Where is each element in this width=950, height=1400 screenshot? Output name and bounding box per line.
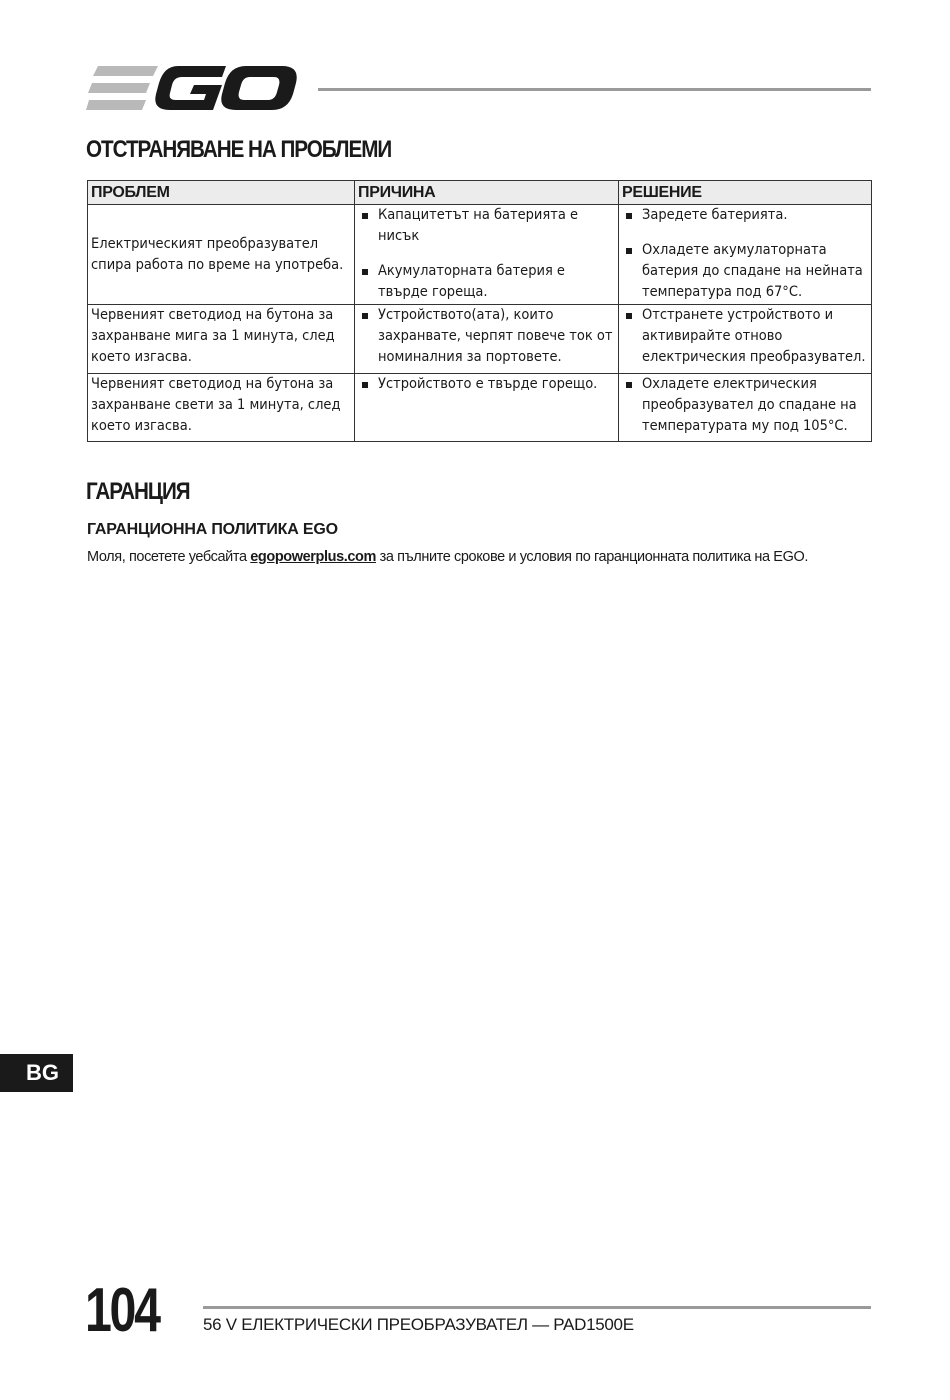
solution-cell [619,205,872,305]
table-header-row [88,181,872,205]
logo-e-top [93,66,158,76]
warranty-subtitle: ГАРАНЦИОННА ПОЛИТИКА EGO [87,521,338,538]
logo-e-mid [88,83,150,93]
cause-cell [355,305,619,374]
troubleshooting-table [87,180,872,442]
header-cause: ПРИЧИНА [355,181,619,205]
solution-item: Заредете батерията. [622,205,868,226]
table-row [88,205,872,305]
warranty-text [87,549,887,565]
warranty-link[interactable]: egopowerplus.com [250,549,376,565]
header-solution: РЕШЕНИЕ [619,181,872,205]
problem-cell: Червеният светодиод на бутона за захранване свети за 1 минута, след което изгасва. [88,374,355,442]
troubleshooting-title: ОТСТРАНЯВАНЕ НА ПРОБЛЕМИ [86,136,392,163]
cause-item: Устройството(ата), които захранвате, черпят повече ток от номиналния за портовете. [358,305,615,368]
solution-cell [619,374,872,442]
solution-cell [619,305,872,374]
warranty-text-before: Моля, посетете уебсайта [87,549,251,565]
footer-text: 56 V ЕЛЕКТРИЧЕСКИ ПРЕОБРАЗУВАТЕЛ — PAD1500E [203,1315,634,1334]
problem-cell: Електрическият преобразувател спира работа по време на употреба. [88,205,355,305]
cause-item: Капацитетът на батерията е нисък [358,205,615,247]
solution-item: Охладете акумулаторната батерия до спадане на нейната температура под 67°C. [622,240,868,303]
warranty-text-after: за пълните срокове и условия по гаранционната политика на EGO. [376,549,808,565]
solution-item: Охладете електрическия преобразувател до спадане на температурата му под 105°C. [622,374,868,437]
logo-o [221,66,296,110]
cause-item: Акумулаторната батерия е твърде гореща. [358,261,615,303]
problem-cell: Червеният светодиод на бутона за захранване мига за 1 минута, след което изгасва. [88,305,355,374]
header-rule [318,88,871,91]
cause-item: Устройството е твърде горещо. [358,374,615,395]
ego-logo [86,64,298,114]
logo-e-bot [86,100,146,110]
table-row [88,305,872,374]
footer-rule [203,1306,871,1309]
solution-item: Отстранете устройството и активирайте отново електрическия преобразувател. [622,305,868,368]
logo-g [155,66,226,110]
warranty-title: ГАРАНЦИЯ [86,478,190,505]
language-tab: BG [0,1054,73,1092]
page-number: 104 [85,1276,159,1345]
header-problem: ПРОБЛЕМ [88,181,355,205]
cause-cell [355,374,619,442]
table-row [88,374,872,442]
cause-cell [355,205,619,305]
